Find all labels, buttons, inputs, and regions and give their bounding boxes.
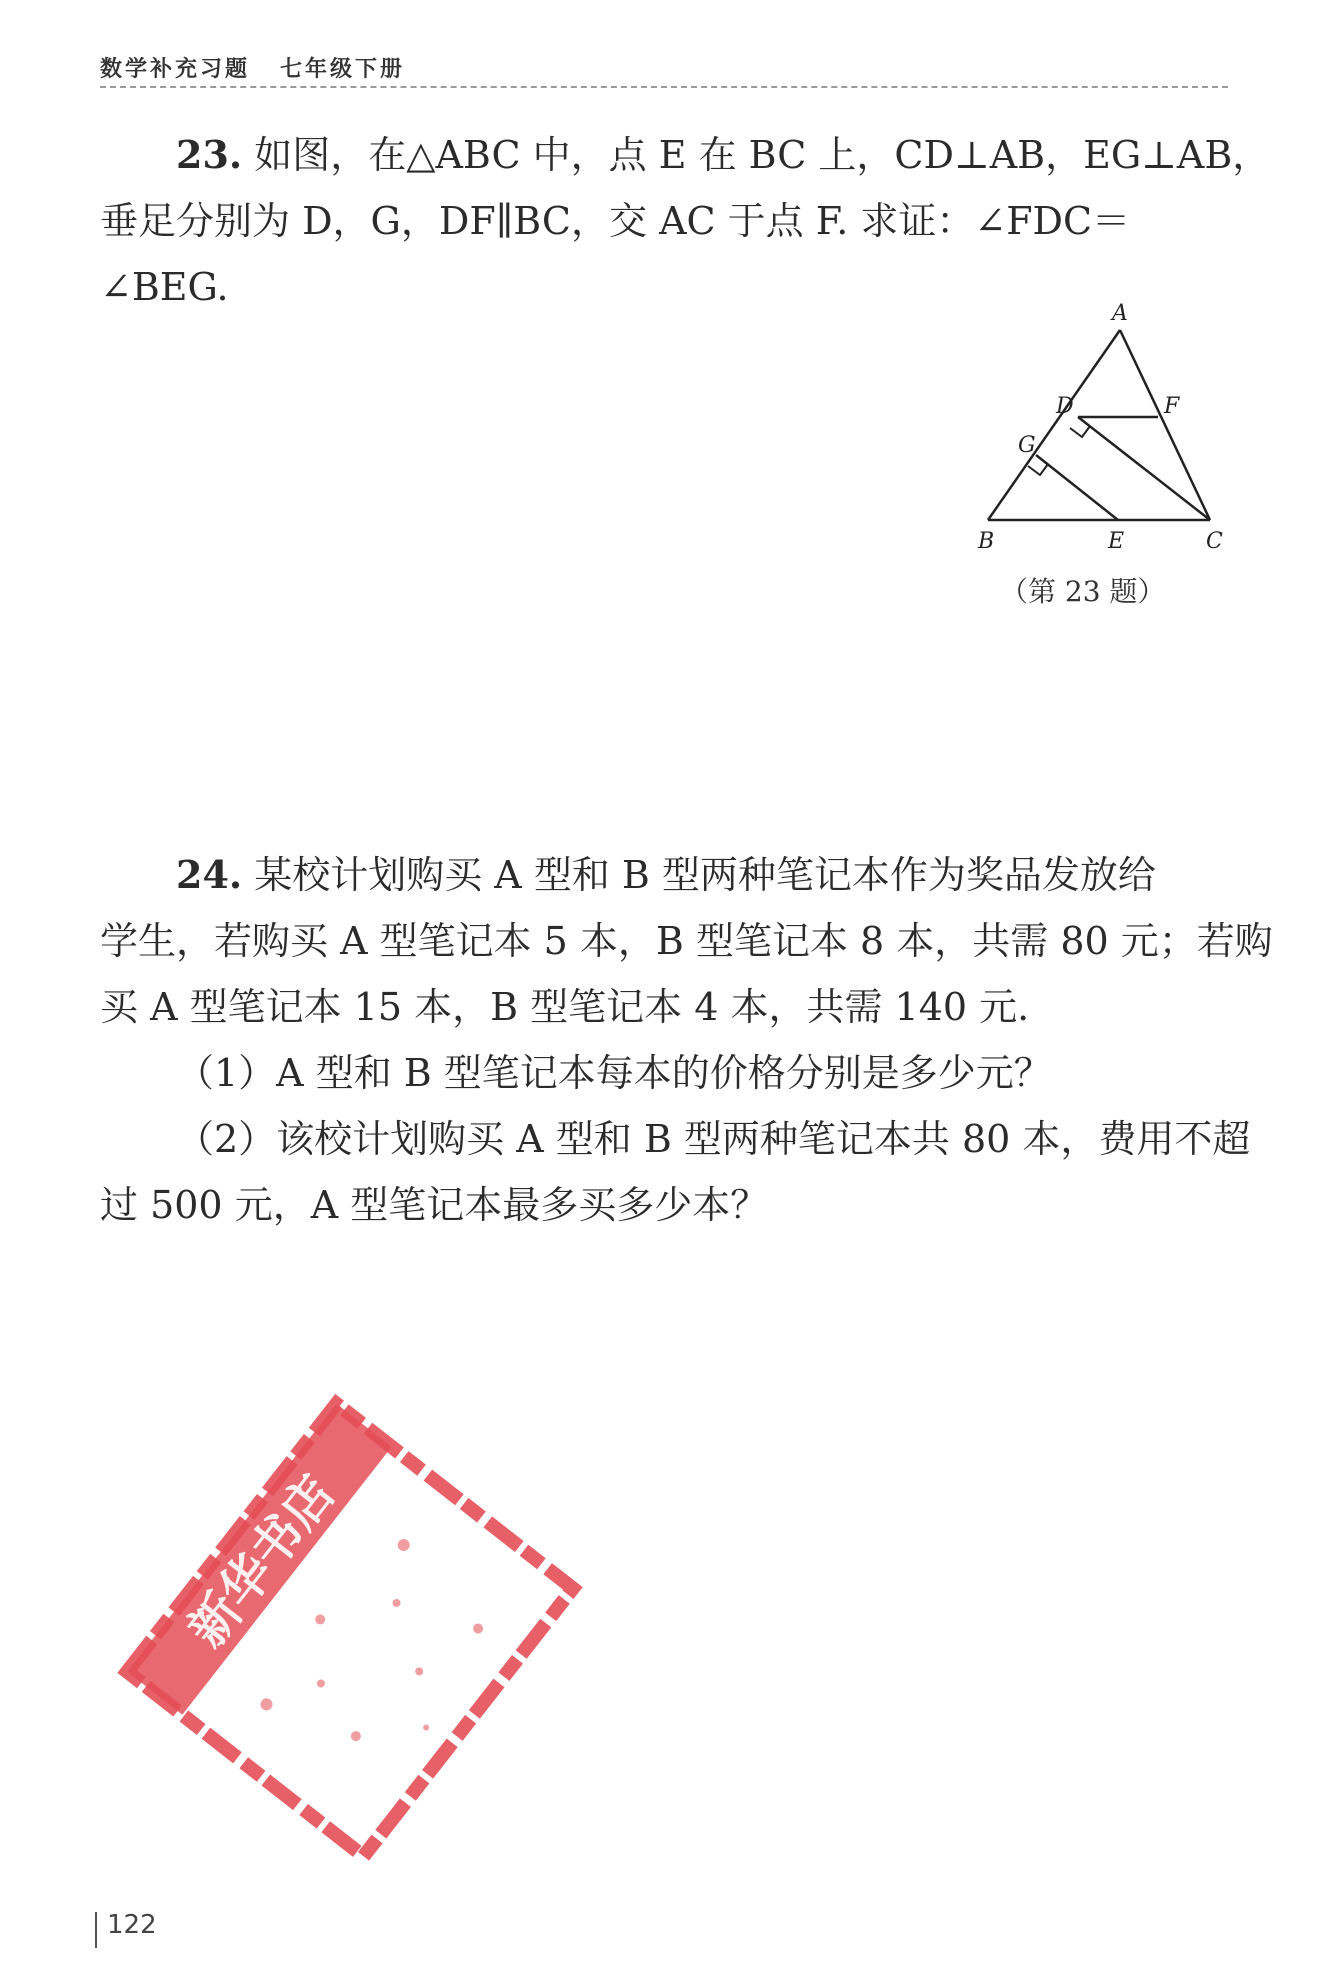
right-angle-mark-d [1070, 426, 1090, 437]
label-e: E [1108, 529, 1125, 554]
label-g: G [1018, 433, 1036, 458]
label-d: D [1056, 394, 1074, 419]
right-angle-mark-g [1028, 464, 1048, 475]
q23-figure-caption: （第 23 题） [1000, 575, 1166, 608]
label-f: F [1164, 394, 1180, 419]
q23-line-2: 垂足分别为 D，G，DF∥BC，交 AC 于点 F. 求证：∠FDC＝ [100, 199, 1131, 243]
question-23 [100, 122, 1271, 320]
question-24 [100, 842, 1273, 1238]
header-text [100, 52, 405, 83]
label-b: B [978, 529, 995, 554]
q24-text-1: 某校计划购买 A 型和 B 型两种笔记本作为奖品发放给 [254, 853, 1156, 897]
stamp-text: 新华书店 [177, 1464, 347, 1658]
bookstore-stamp [83, 1363, 616, 1896]
grade-label: 七年级下册 [280, 57, 406, 82]
q24-line-3: 买 A 型笔记本 15 本，B 型笔记本 4 本，共需 140 元. [100, 985, 1030, 1029]
q23-number: 23. [176, 132, 243, 177]
q23-line-3: ∠BEG. [100, 265, 229, 309]
segment-ac [1120, 330, 1210, 520]
label-c: C [1206, 529, 1223, 554]
label-a: A [1112, 301, 1128, 326]
q24-sub-question-2-line-1: （2）该校计划购买 A 型和 B 型两种笔记本共 80 本，费用不超 [176, 1117, 1251, 1161]
q23-text-1: 如图，在△ABC 中，点 E 在 BC 上，CD⊥AB，EG⊥AB， [254, 133, 1271, 177]
segment-ab [988, 330, 1120, 520]
running-header [100, 52, 1228, 88]
q24-sub-question-1: （1）A 型和 B 型笔记本每本的价格分别是多少元？ [176, 1051, 1052, 1095]
q24-sub-question-2-line-2: 过 500 元，A 型笔记本最多买多少本？ [100, 1183, 769, 1227]
q24-number: 24. [176, 852, 243, 897]
page-number: 122 [107, 1910, 157, 1940]
q24-line-2: 学生，若购买 A 型笔记本 5 本，B 型笔记本 8 本，共需 80 元；若购 [100, 919, 1273, 963]
q23-geometry-figure [970, 300, 1240, 560]
page-number-bar [95, 1912, 97, 1948]
q23-line-1 [100, 122, 1271, 188]
book-title: 数学补充习题 [100, 57, 251, 82]
q24-line-1 [100, 842, 1230, 908]
